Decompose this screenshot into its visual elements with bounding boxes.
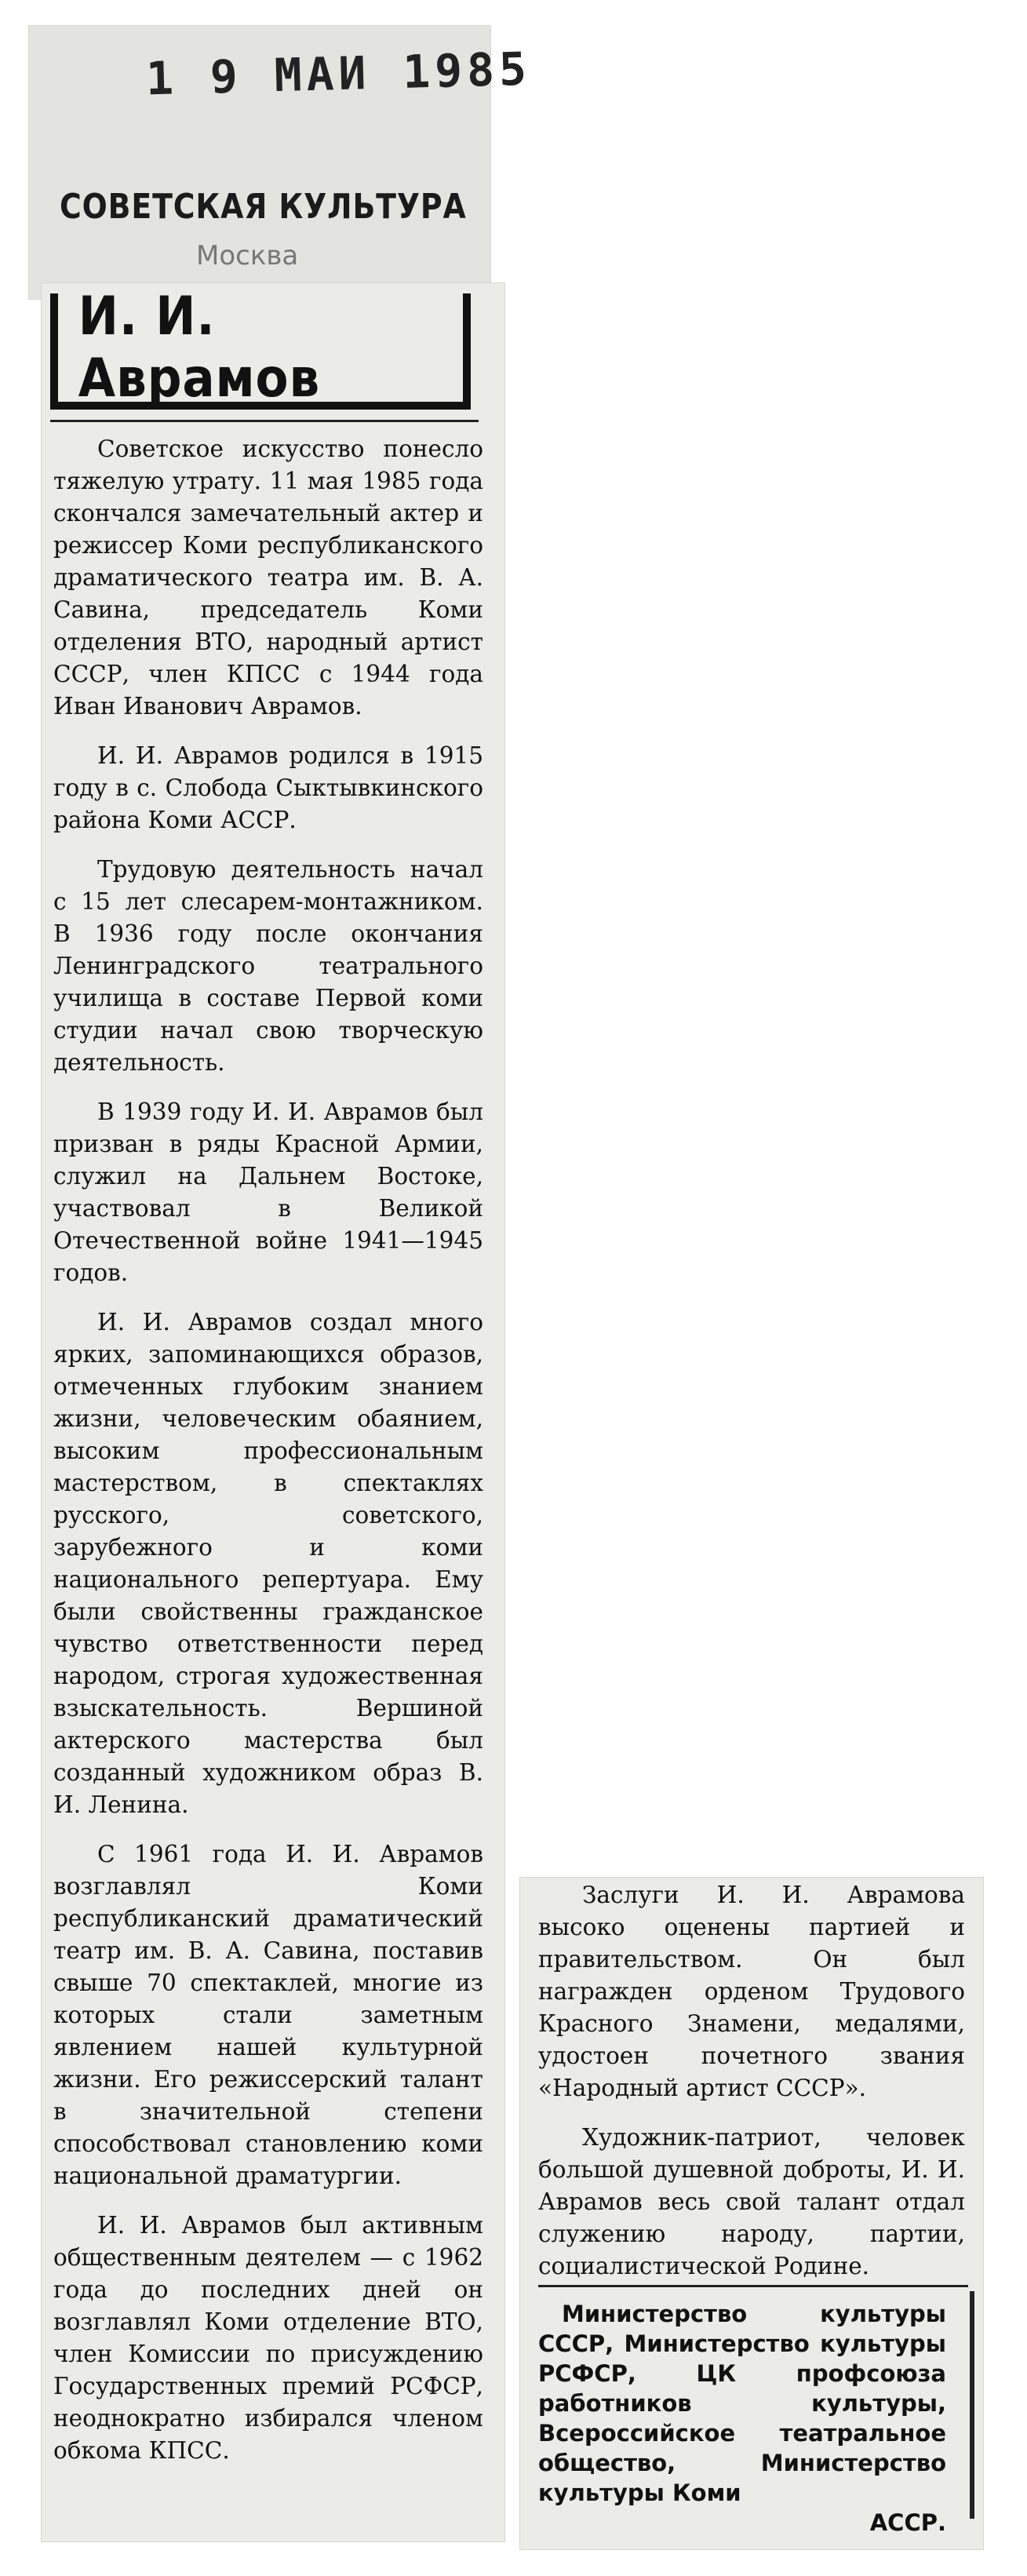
main-column [53,433,483,2484]
paragraph-2: И. И. Аврамов родился в 1915 году в с. Слобода Сыктывкинского района Коми АССР. [53,742,483,833]
newspaper-stamp: СОВЕТСКАЯ КУЛЬТУРА [60,187,467,227]
obituary-title: И. И. Аврамов [78,286,321,410]
obituary-title-box [50,286,471,410]
paragraph-3: Трудовую деятельность начал с 15 лет слесарем-монтажником. В 1936 году после окончания Ленинградского театрального училища в составе Первой коми студии начал свою творческую деятельность. [53,856,483,1076]
city-stamp: Москва [196,240,299,271]
paragraph-1: Советское искусство понесло тяжелую утрату. 11 мая 1985 года скончался замечательный актер и режиссер Коми республиканского драматического театра им. В. А. Савина, председатель Коми отделения ВТО, народный артист СССР, член КПСС с 1944 года Иван Иванович Аврамов. [53,435,483,720]
signature-block [538,2299,946,2538]
signature-last-line: АССР. [869,2509,946,2536]
signature-text: Министерство культуры СССР, Министерство культуры РСФСР, ЦК профсоюза работников культуры, Всероссийское театральное общество, Министерство культуры Коми [538,2301,946,2506]
paragraph-5: И. И. Аврамов создал много ярких, запоминающихся образов, отмеченных глубоким знанием жизни, человеческим обаянием, высоким профессиональным мастерством, в спектаклях русского, советского, зарубежного и коми национального репертуара. Ему были свойственны гражданское чувство ответственности перед народом, строгая художественная взыскательность. Вершиной актерского мастерства был созданный художником образ В. И. Ленина. [53,1309,483,1818]
side-paragraph-1: Заслуги И. И. Аврамова высоко оценены партией и правительством. Он был награжден орденом Трудового Красного Знамени, медалями, удостоен почетного звания «Народный артист СССР». [538,1882,965,2101]
paragraph-4: В 1939 году И. И. Аврамов был призван в ряды Красной Армии, служил на Дальнем Востоке, участвовал в Великой Отечественной войне 1941—1945 годов. [53,1099,483,1286]
title-rule [50,420,479,422]
signature-rule [538,2285,968,2287]
side-paragraph-2: Художник-патриот, человек большой душевной доброты, И. И. Аврамов весь свой талант отдал служению народу, партии, социалистической Родине. [538,2124,965,2279]
paragraph-6: С 1961 года И. И. Аврамов возглавлял Коми республиканский драматический театр им. В. А. Савина, поставив свыше 70 спектаклей, многие из которых стали заметным явлением нашей культурной жизни. Его режиссерский талант в значительной степени способствовал становлению коми национальной драматургии. [53,1841,483,2189]
signature-side-bar [970,2291,974,2519]
paragraph-7: И. И. Аврамов был активным общественным деятелем — с 1962 года до последних дней он возглавлял Коми отделение ВТО, член Комиссии по присуждению Государственных премий РСФСР, неоднократно избирался членом обкома КПСС. [53,2212,483,2464]
side-column [538,1879,965,2300]
date-stamp: 1 9 МАИ 1985 [145,42,532,106]
